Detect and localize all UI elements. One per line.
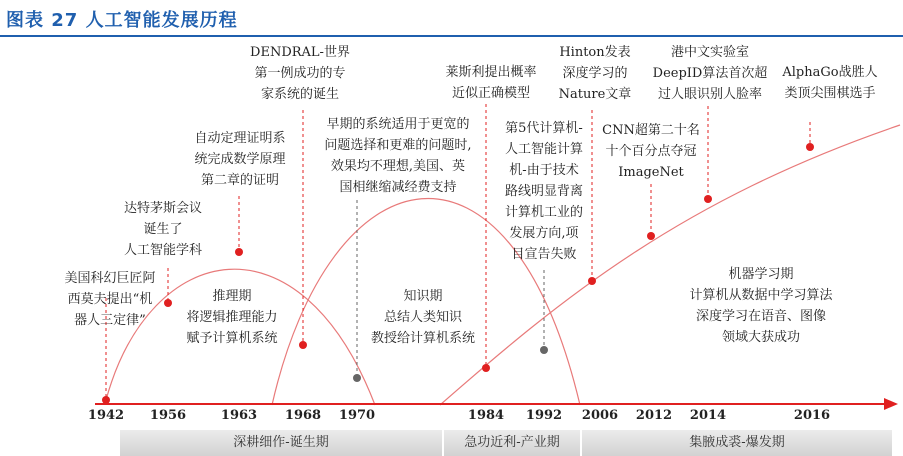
event-label-1956: 达特茅斯会议 诞生了 人工智能学科: [123, 201, 202, 258]
year-label-2016: 2016: [793, 408, 831, 423]
event-label-2006: Hinton发表 深度学习的 Nature文章: [558, 45, 632, 102]
marker-2012: [647, 232, 655, 240]
marker-1968: [299, 341, 307, 349]
year-label-1963: 1963: [220, 408, 258, 423]
year-label-1984: 1984: [467, 408, 505, 423]
marker-1992: [540, 346, 548, 354]
year-label-1942: 1942: [87, 408, 125, 423]
marker-1984: [482, 364, 490, 372]
marker-2014: [704, 195, 712, 203]
event-label-1992: 第5代计算机- 人工智能计算 机-由于技术 路线明显背离 计算机工业的 发展方向,项 目宣告失败: [504, 121, 583, 262]
marker-1963: [235, 248, 243, 256]
marker-1942: [102, 396, 110, 404]
marker-1956: [164, 299, 172, 307]
phase-label-ml: 机器学习期 计算机从数据中学习算法 深度学习在语音、图像 领域大获成功: [689, 267, 833, 345]
event-label-1970: 早期的系统适用于更宽的 问题选择和更难的问题时, 效果均不理想,美国、英 国相继缩减经费支持: [324, 117, 472, 195]
event-label-1942: 美国科幻巨匠阿 西莫夫提出“机 器人三定律”: [64, 271, 156, 328]
event-label-1984: 莱斯利提出概率 近似正确模型: [445, 65, 537, 101]
year-label-2012: 2012: [635, 408, 673, 423]
event-label-2014: 港中文实验室 DeepID算法首次超 过人眼识别人脸率: [652, 45, 768, 102]
period-band-industry: 急功近利-产业期: [444, 430, 580, 456]
year-label-1970: 1970: [338, 408, 376, 423]
timeline-arrow: [884, 398, 898, 410]
year-label-1956: 1956: [149, 408, 187, 423]
year-label-2014: 2014: [689, 408, 727, 423]
marker-2016: [806, 143, 814, 151]
year-label-1968: 1968: [284, 408, 322, 423]
marker-1970: [353, 374, 361, 382]
period-band-birth: 深耕细作-诞生期: [120, 430, 442, 456]
phase-label-reasoning: 推理期 将逻辑推理能力 赋予计算机系统: [186, 289, 278, 346]
period-band-explosion: 集腋成裘-爆发期: [582, 430, 892, 456]
marker-2006: [588, 277, 596, 285]
year-label-1992: 1992: [525, 408, 563, 423]
event-label-1968: DENDRAL-世界 第一例成功的专 家系统的诞生: [250, 45, 350, 102]
page-title: 图表 27 人工智能发展历程: [6, 10, 238, 31]
event-label-2012: CNN超第二十名 十个百分点夺冠 ImageNet: [602, 123, 700, 180]
phase-label-knowledge: 知识期 总结人类知识 教授给计算机系统: [370, 289, 475, 346]
event-label-1963: 自动定理证明系 统完成数学原理 第二章的证明: [194, 131, 286, 188]
year-label-2006: 2006: [581, 408, 619, 423]
event-label-2016: AlphaGo战胜人 类顶尖围棋选手: [782, 65, 878, 101]
